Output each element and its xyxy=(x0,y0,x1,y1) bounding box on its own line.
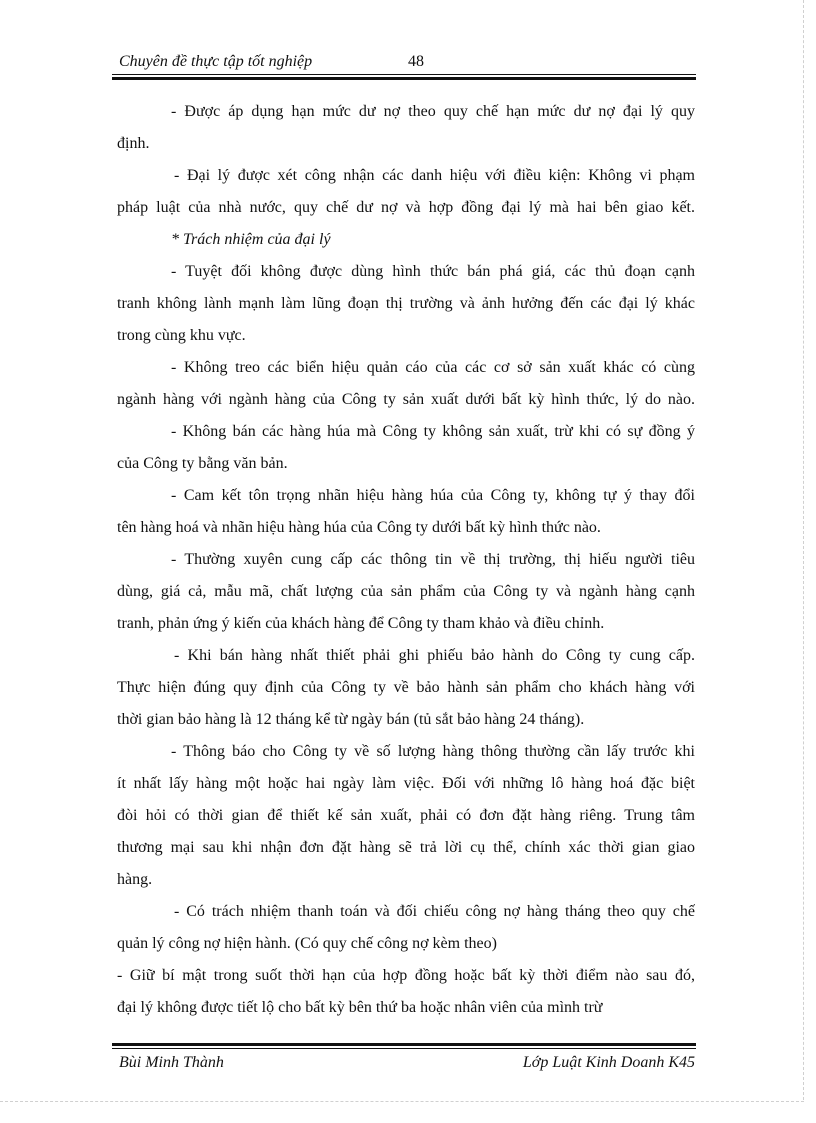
text-line: Thực hiện đúng quy định của Công ty về bảo hành sản phẩm cho khách hàng với xyxy=(117,679,695,696)
text-line: dùng, giá cả, mẫu mã, chất lượng của sản phẩm của Công ty và ngành hàng cạnh xyxy=(117,583,695,600)
text-line: trong cùng khu vực. xyxy=(117,327,246,344)
text-line: - Thường xuyên cung cấp các thông tin về thị trường, thị hiếu người tiêu xyxy=(171,551,695,568)
text-line: tên hàng hoá và nhãn hiệu hàng húa của Công ty dưới bất kỳ hình thức nào. xyxy=(117,519,601,536)
text-line: - Khi bán hàng nhất thiết phải ghi phiếu bảo hành do Công ty cung cấp. xyxy=(174,647,695,664)
section-heading: * Trách nhiệm của đại lý xyxy=(171,231,331,248)
text-line: quản lý công nợ hiện hành. (Có quy chế công nợ kèm theo) xyxy=(117,935,497,952)
footer-rule-thick xyxy=(112,1043,696,1046)
text-line: hàng. xyxy=(117,871,153,888)
footer-class: Lớp Luật Kinh Doanh K45 xyxy=(522,1054,695,1071)
text-line: tranh, phản ứng ý kiến của khách hàng để Công ty tham khảo và điều chỉnh. xyxy=(117,615,605,632)
body-text xyxy=(117,96,695,1024)
text-line: - Giữ bí mật trong suốt thời hạn của hợp đồng hoặc bất kỳ thời điểm nào sau đó, xyxy=(117,967,695,984)
text-line: của Công ty bằng văn bản. xyxy=(117,455,288,472)
header-rule-thick xyxy=(112,77,696,80)
text-line: pháp luật của nhà nước, quy chế dư nợ và hợp đồng đại lý mà hai bên giao kết. xyxy=(117,199,695,216)
text-line: đòi hỏi có thời gian để thiết kế sản xuất, phải có đơn đặt hàng riêng. Trung tâm xyxy=(117,807,695,824)
footer-rule-thin xyxy=(112,1048,696,1049)
text-line: - Không bán các hàng húa mà Công ty không sản xuất, trừ khi có sự đồng ý xyxy=(171,423,695,440)
page-edge-bottom xyxy=(0,1101,804,1102)
text-line: định. xyxy=(117,135,150,152)
header-title: Chuyên đề thực tập tốt nghiệp xyxy=(119,53,313,70)
text-line: - Không treo các biển hiệu quản cáo của các cơ sở sản xuất khác có cùng xyxy=(171,359,695,376)
text-line: - Có trách nhiệm thanh toán và đối chiếu công nợ hàng tháng theo quy chế xyxy=(174,903,695,920)
text-line: ít nhất lấy hàng một hoặc hai ngày làm việc. Đối với những lô hàng hoá đặc biệt xyxy=(117,775,695,792)
text-line: thương mại sau khi nhận đơn đặt hàng sẽ trả lời cụ thể, chính xác thời gian giao xyxy=(117,839,695,856)
footer-author: Bùi Minh Thành xyxy=(119,1054,224,1071)
text-line: tranh không lành mạnh làm lũng đoạn thị trường và ảnh hưởng đến các đại lý khác xyxy=(117,295,695,312)
text-line: - Tuyệt đối không được dùng hình thức bán phá giá, các thủ đoạn cạnh xyxy=(171,263,695,280)
header-rule-thin xyxy=(112,74,696,75)
page-number: 48 xyxy=(408,53,424,70)
text-line: - Thông báo cho Công ty về số lượng hàng thông thường cần lấy trước khi xyxy=(171,743,695,760)
text-line: - Được áp dụng hạn mức dư nợ theo quy chế hạn mức dư nợ đại lý quy xyxy=(171,103,695,120)
page-edge-right xyxy=(803,0,804,1100)
text-line: thời gian bảo hàng là 12 tháng kể từ ngày bán (tủ sắt bảo hàng 24 tháng). xyxy=(117,711,585,728)
text-line: đại lý không được tiết lộ cho bất kỳ bên thứ ba hoặc nhân viên của mình trừ xyxy=(117,999,603,1016)
text-line: - Đại lý được xét công nhận các danh hiệu với điều kiện: Không vi phạm xyxy=(174,167,695,184)
text-line: ngành hàng với ngành hàng của Công ty sản xuất dưới bất kỳ hình thức, lý do nào. xyxy=(117,391,695,408)
text-line: - Cam kết tôn trọng nhãn hiệu hàng húa của Công ty, không tự ý thay đổi xyxy=(171,487,695,504)
